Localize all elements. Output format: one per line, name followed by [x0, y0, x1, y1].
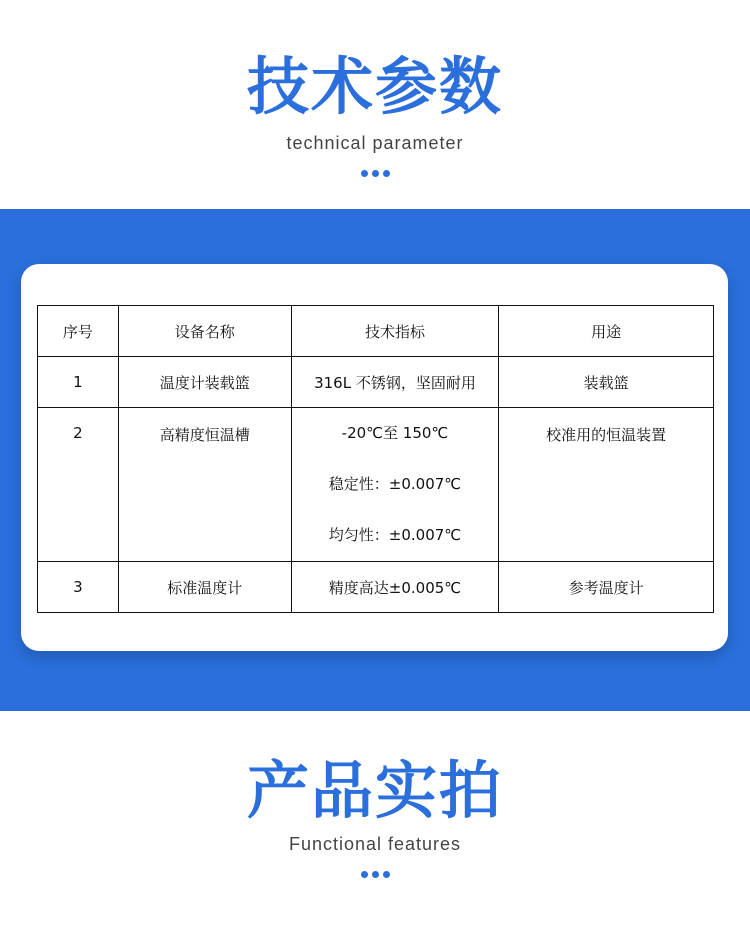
- parameter-table: [37, 305, 714, 613]
- cell-index: 3: [38, 562, 119, 613]
- dot: [361, 871, 368, 878]
- table-row: [38, 408, 714, 562]
- cell-spec: 316L 不锈钢，坚固耐用: [291, 357, 499, 408]
- spec-line-range: -20℃至 150℃: [341, 424, 449, 442]
- section-subtitle-functional-features: Functional features: [288, 834, 462, 854]
- parameter-card: [21, 264, 728, 651]
- cell-index: 1: [38, 357, 119, 408]
- dot: [372, 170, 379, 177]
- table-row: [38, 562, 714, 613]
- cell-index-text: 2: [73, 424, 83, 442]
- cell-usage-text: 校准用的恒温装置: [546, 426, 667, 444]
- cell-spec-stack: [292, 408, 499, 544]
- cell-usage: [499, 408, 714, 562]
- section-subtitle-technical-parameter: technical parameter: [286, 133, 464, 153]
- column-header-index: 序号: [38, 306, 119, 357]
- cell-spec: [291, 408, 499, 562]
- cell-device-name-text: 高精度恒温槽: [159, 426, 250, 444]
- spec-line-uniformity: 均匀性：±0.007℃: [328, 526, 462, 544]
- cell-index: [38, 408, 119, 562]
- spec-line-stability: 稳定性：±0.007℃: [328, 475, 462, 493]
- section-title-product-photos: 产品实拍: [246, 754, 503, 827]
- dot: [383, 170, 390, 177]
- dot: [361, 170, 368, 177]
- table-row: [38, 357, 714, 408]
- section-divider-dots: [0, 871, 750, 878]
- cell-spec: 精度高达±0.005℃: [291, 562, 499, 613]
- dot: [372, 871, 379, 878]
- cell-usage: 参考温度计: [499, 562, 714, 613]
- column-header-usage: 用途: [499, 306, 714, 357]
- column-header-device-name: 设备名称: [118, 306, 291, 357]
- section-divider-dots: [0, 170, 750, 177]
- table-header-row: [38, 306, 714, 357]
- cell-device-name: [118, 408, 291, 562]
- cell-device-name: 温度计装载篮: [118, 357, 291, 408]
- column-header-spec: 技术指标: [291, 306, 499, 357]
- cell-usage: 装载篮: [499, 357, 714, 408]
- cell-device-name: 标准温度计: [118, 562, 291, 613]
- dot: [383, 871, 390, 878]
- section-title-technical-parameter: 技术参数: [246, 50, 503, 123]
